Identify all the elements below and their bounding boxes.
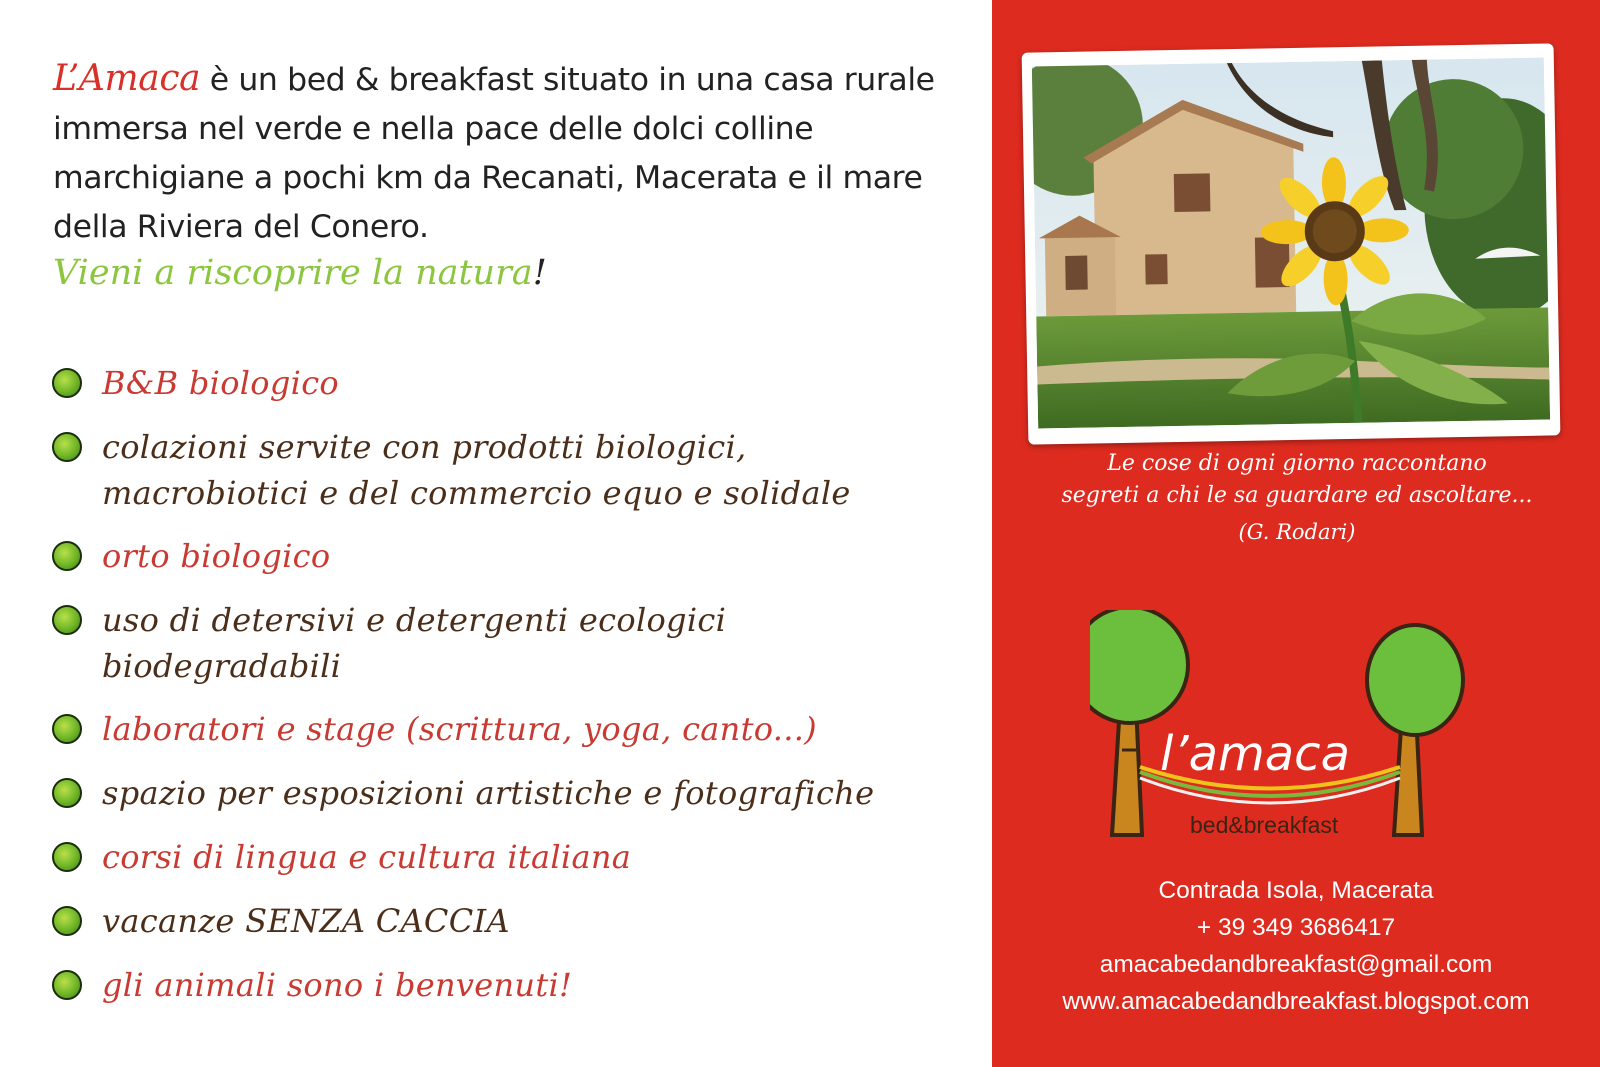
feature-text: spazio per esposizioni artistiche e fotografiche	[102, 774, 875, 812]
intro-text: è un bed & breakfast situato in una casa rurale immersa nel verde e nella pace delle dolci colline marchigiane a pochi km da Recanati, Macerata e il mare della Riviera del Conero.	[53, 62, 935, 245]
tagline-punct: !	[532, 253, 547, 293]
house-photo	[1022, 43, 1561, 444]
green-bullet-icon	[52, 605, 82, 635]
tagline	[53, 253, 547, 293]
quote-line-1: Le cose di ogni giorno raccontano	[1107, 451, 1487, 476]
quote-author: (G. Rodari)	[1238, 520, 1356, 544]
brand-name: L’Amaca	[53, 58, 201, 99]
feature-text: laboratori e stage (scrittura, yoga, canto...)	[102, 710, 817, 748]
tagline-text: Vieni a riscoprire la natura	[53, 253, 533, 293]
contact-website[interactable]: www.amacabedandbreakfast.blogspot.com	[1062, 988, 1530, 1015]
intro-paragraph	[53, 54, 963, 252]
feature-text: B&B biologico	[102, 364, 339, 402]
feature-text: gli animali sono i benvenuti!	[102, 966, 573, 1004]
house-sunflower-photo	[1032, 58, 1550, 429]
contact-email[interactable]: amacabedandbreakfast@gmail.com	[1099, 951, 1493, 978]
amaca-logo	[1090, 610, 1490, 840]
green-bullet-icon	[52, 368, 82, 398]
logo-subtitle: bed&breakfast	[1190, 812, 1339, 838]
feature-text: uso di detersivi e detergenti ecologici biodegradabili	[102, 601, 727, 685]
green-bullet-icon	[52, 541, 82, 571]
quote-block	[1012, 448, 1582, 548]
green-bullet-icon	[52, 778, 82, 808]
quote-line-2: segreti a chi le sa guardare ed ascoltare...	[1061, 483, 1533, 508]
contact-address: Contrada Isola, Macerata	[1158, 877, 1434, 904]
contact-block	[992, 872, 1600, 1020]
feature-text: corsi di lingua e cultura italiana	[102, 838, 632, 876]
green-bullet-icon	[52, 714, 82, 744]
logo-wordmark: l’amaca	[1160, 726, 1350, 782]
contact-phone: + 39 349 3686417	[1196, 914, 1396, 941]
feature-text: vacanze SENZA CACCIA	[102, 902, 510, 940]
feature-text: colazioni servite con prodotti biologici, macrobiotici e del commercio equo e solidale	[102, 428, 851, 512]
green-bullet-icon	[52, 906, 82, 936]
green-bullet-icon	[52, 970, 82, 1000]
green-bullet-icon	[52, 432, 82, 462]
green-bullet-icon	[52, 842, 82, 872]
feature-text: orto biologico	[102, 537, 331, 575]
